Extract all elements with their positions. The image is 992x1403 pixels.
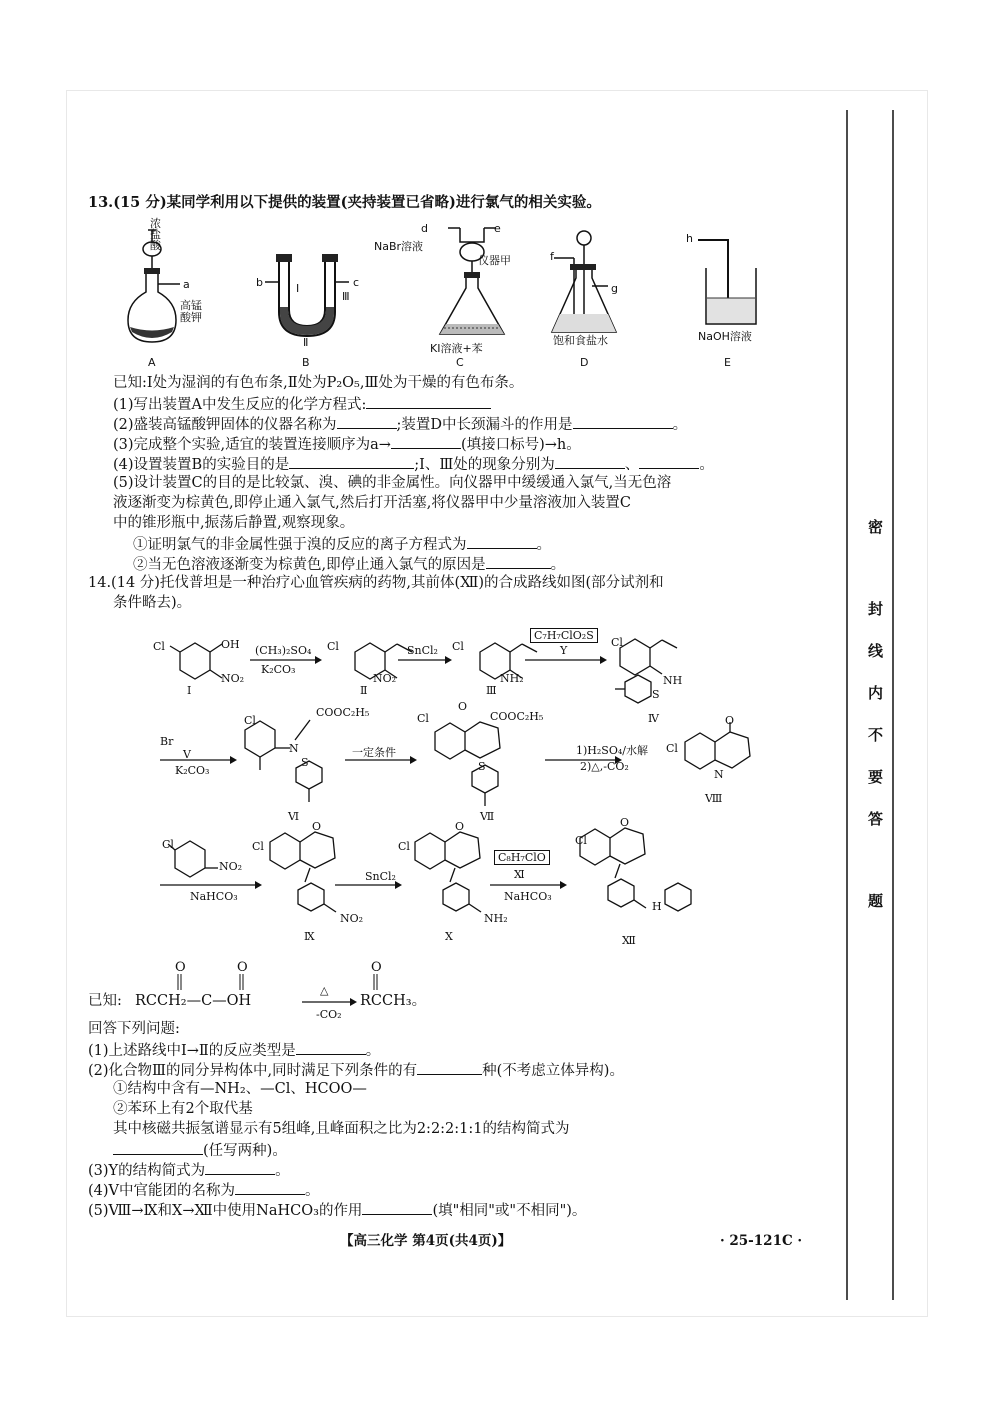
apparatus-d-name: D — [580, 356, 589, 369]
reagent-3-y: Y — [560, 644, 568, 657]
apparatus-a-diagram — [120, 222, 220, 352]
atom-o-x: O — [455, 820, 465, 833]
atom-cl-xii: Cl — [575, 834, 587, 847]
reagent-2-top: SnCl₂ — [407, 644, 438, 657]
reagent-6-top: 1)H₂SO₄/水解 — [576, 744, 648, 757]
side-char-1: 密 — [868, 518, 884, 536]
q14-known-prefix: 已知: — [88, 993, 122, 1009]
atom-o-vii: O — [458, 700, 468, 713]
reaction-scheme-row1 — [150, 620, 850, 710]
label-ii: Ⅱ — [303, 336, 309, 349]
q13-sub5-line1: (5)设计装置C的目的是比较氯、溴、碘的非金属性。向仪器甲中缓缓通入氯气,当无色溶 — [113, 475, 672, 491]
label-h: h — [686, 232, 693, 245]
atom-s-vi: S — [301, 756, 309, 769]
atom-cl-iii: Cl — [452, 640, 464, 653]
known-reaction-arrow — [300, 996, 360, 1008]
reagent-5-top: 一定条件 — [352, 746, 396, 759]
numeral-iv: Ⅳ — [648, 712, 659, 725]
label-nabr: NaBr溶液 — [374, 240, 424, 253]
side-char-6: 要 — [868, 768, 884, 786]
q14-header-line2: 条件略去)。 — [113, 595, 192, 611]
atom-oh-i: OH — [221, 638, 240, 651]
known-o-1: O — [175, 960, 186, 975]
side-char-5: 不 — [868, 726, 884, 744]
atom-no2-acid: NO₂ — [219, 860, 243, 873]
apparatus-e-name: E — [724, 356, 731, 369]
label-kmno4: 高锰酸钾 — [180, 299, 202, 324]
label-ki-benzene: KI溶液+苯 — [430, 342, 483, 355]
q13-sub2: (2)盛装高锰酸钾固体的仪器名称为 ;装置D中长颈漏斗的作用是 。 — [113, 414, 687, 434]
atom-cl-i: Cl — [153, 640, 165, 653]
reagent-4-bottom: K₂CO₃ — [175, 764, 210, 777]
atom-nh-viii: N — [714, 768, 724, 781]
q13-known: 已知:Ⅰ处为湿润的有色布条,Ⅱ处为P₂O₅,Ⅲ处为干燥的有色布条。 — [113, 375, 524, 391]
label-naoh: NaOH溶液 — [698, 330, 752, 343]
q14-sub2-cond4: (任写两种)。 — [113, 1140, 287, 1160]
reagent-9-xi: Ⅺ — [514, 868, 525, 881]
q14-sub3: (3)Y的结构简式为 。 — [88, 1160, 290, 1180]
q14-sub4: (4)Ⅴ中官能团的名称为 。 — [88, 1180, 320, 1200]
label-conc-hcl: 浓盐酸 — [150, 217, 161, 252]
atom-cl-iv: Cl — [611, 636, 623, 649]
reagent-3-top: C₇H₇ClO₂S — [530, 628, 598, 643]
atom-cl-vi: Cl — [244, 714, 256, 727]
atom-nh2-x: NH₂ — [484, 912, 508, 925]
q13-sub3: (3)完成整个实验,适宜的装置连接顺序为a→ (填接口标号)→h。 — [113, 434, 581, 454]
q13-sub4: (4)设置装置B的实验目的是 ;Ⅰ、Ⅲ处的现象分别为 、 。 — [113, 454, 714, 474]
atom-h-xii: H — [652, 900, 662, 913]
known-eq-right: RCCH₃。 — [360, 993, 427, 1009]
q13-sub1: (1)写出装置A中发生反应的化学方程式: — [113, 394, 491, 414]
numeral-iii: Ⅲ — [486, 684, 497, 697]
side-char-4: 内 — [868, 684, 884, 702]
q13-sub5-line2: 液逐渐变为棕黄色,即停止通入氯气,然后打开活塞,将仪器甲中少量溶液加入装置C — [113, 495, 631, 511]
side-char-2: 封 — [868, 600, 884, 618]
reagent-4-v: V — [183, 748, 191, 761]
atom-cl-vii: Cl — [417, 712, 429, 725]
known-o-2: O — [237, 960, 248, 975]
label-b: b — [256, 276, 263, 289]
label-i: Ⅰ — [296, 282, 300, 295]
atom-s-iv: S — [652, 688, 660, 701]
atom-cooet-vi: COOC₂H₅ — [316, 706, 370, 719]
atom-cl-acid: Cl — [162, 838, 174, 851]
numeral-ii: Ⅱ — [360, 684, 368, 697]
reagent-9-bottom: NaHCO₃ — [504, 890, 552, 903]
binding-margin-lines — [845, 110, 905, 1300]
atom-n-vi: N — [289, 742, 299, 755]
q13-sub5-line3: 中的锥形瓶中,振荡后静置,观察现象。 — [113, 515, 355, 531]
apparatus-c-diagram — [428, 222, 518, 342]
apparatus-a-name: A — [148, 356, 156, 369]
reagent-1-bottom: K₂CO₃ — [261, 663, 296, 676]
atom-cl-viii: Cl — [666, 742, 678, 755]
numeral-viii: Ⅷ — [705, 792, 723, 805]
side-char-7: 答 — [868, 810, 884, 828]
atom-nh-iv: NH — [663, 674, 683, 687]
atom-cl-ii: Cl — [327, 640, 339, 653]
numeral-x: Ⅹ — [445, 930, 453, 943]
known-eq-left: RCCH₂—C—OH — [135, 993, 252, 1009]
q13-sub5-part1: ①证明氯气的非金属性强于溴的反应的离子方程式为 。 — [133, 534, 551, 554]
q14-answer-intro: 回答下列问题: — [88, 1021, 180, 1037]
apparatus-e-diagram — [690, 232, 770, 332]
atom-s-vii: S — [478, 760, 486, 773]
atom-nh2-iii: NH₂ — [500, 672, 524, 685]
q14-sub2-cond3: 其中核磁共振氢谱显示有5组峰,且峰面积之比为2:2:2:1:1的结构简式为 — [113, 1121, 570, 1137]
q14-sub2-cond2: ②苯环上有2个取代基 — [113, 1101, 253, 1117]
label-c: c — [353, 276, 360, 289]
reagent-1-top: (CH₃)₂SO₄ — [255, 644, 312, 657]
footer-page-info: 【高三化学 第4页(共4页)】 — [340, 1233, 512, 1249]
label-g: g — [611, 282, 618, 295]
atom-o-viii: O — [725, 714, 735, 727]
numeral-xii: Ⅻ — [622, 934, 636, 947]
q13-header: 13.(15 分)某同学利用以下提供的装置(夹持装置已省略)进行氯气的相关实验。 — [88, 194, 601, 211]
label-d: d — [421, 222, 428, 235]
reagent-8-top: SnCl₂ — [365, 870, 396, 883]
reagent-9-top: C₈H₇ClO — [494, 850, 550, 865]
atom-o-xii: O — [620, 816, 630, 829]
q14-sub2: (2)化合物Ⅲ的同分异构体中,同时满足下列条件的有 种(不考虑立体异构)。 — [88, 1060, 624, 1080]
label-saturated-brine: 饱和食盐水 — [553, 334, 608, 347]
numeral-i: Ⅰ — [187, 684, 192, 697]
side-char-3: 线 — [868, 642, 884, 660]
q14-sub2-cond1: ①结构中含有—NH₂、—Cl、HCOO— — [113, 1081, 367, 1097]
apparatus-b-name: B — [302, 356, 310, 369]
atom-no2-ix: NO₂ — [340, 912, 364, 925]
atom-o-ix: O — [312, 820, 322, 833]
label-e: e — [494, 222, 501, 235]
q14-header-line1: 14.(14 分)托伐普坦是一种治疗心血管疾病的药物,其前体(Ⅻ)的合成路线如图(部分试剂和 — [88, 575, 664, 591]
numeral-vi: Ⅵ — [288, 810, 300, 823]
numeral-ix: Ⅸ — [304, 930, 315, 943]
q13-sub5-part2: ②当无色溶液逐渐变为棕黄色,即停止通入氯气的原因是 。 — [133, 554, 565, 574]
label-iii: Ⅲ — [342, 290, 350, 303]
known-cond-bottom: -CO₂ — [316, 1008, 342, 1021]
known-o-3: O — [371, 960, 382, 975]
atom-no2-i: NO₂ — [221, 672, 245, 685]
reagent-6-bottom: 2)△,-CO₂ — [580, 760, 629, 773]
q14-sub5: (5)Ⅷ→Ⅸ和Ⅹ→Ⅻ中使用NaHCO₃的作用 (填"相同"或"不相同")。 — [88, 1200, 586, 1220]
atom-cl-x: Cl — [398, 840, 410, 853]
known-cond-top: △ — [320, 984, 329, 997]
reagent-7-bottom: NaHCO₃ — [190, 890, 238, 903]
q14-sub1: (1)上述路线中Ⅰ→Ⅱ的反应类型是 。 — [88, 1040, 380, 1060]
label-instrument-jia: 仪器甲 — [478, 254, 511, 267]
atom-cooet-vii: COOC₂H₅ — [490, 710, 544, 723]
atom-br-v: Br — [160, 735, 174, 748]
atom-no2-ii: NO₂ — [373, 672, 397, 685]
label-f: f — [550, 250, 554, 263]
atom-cl-ix: Cl — [252, 840, 264, 853]
numeral-vii: Ⅶ — [480, 810, 495, 823]
side-char-8: 题 — [868, 892, 884, 910]
footer-code: · 25-121C · — [720, 1233, 803, 1249]
label-a: a — [183, 278, 190, 291]
apparatus-c-name: C — [456, 356, 464, 369]
